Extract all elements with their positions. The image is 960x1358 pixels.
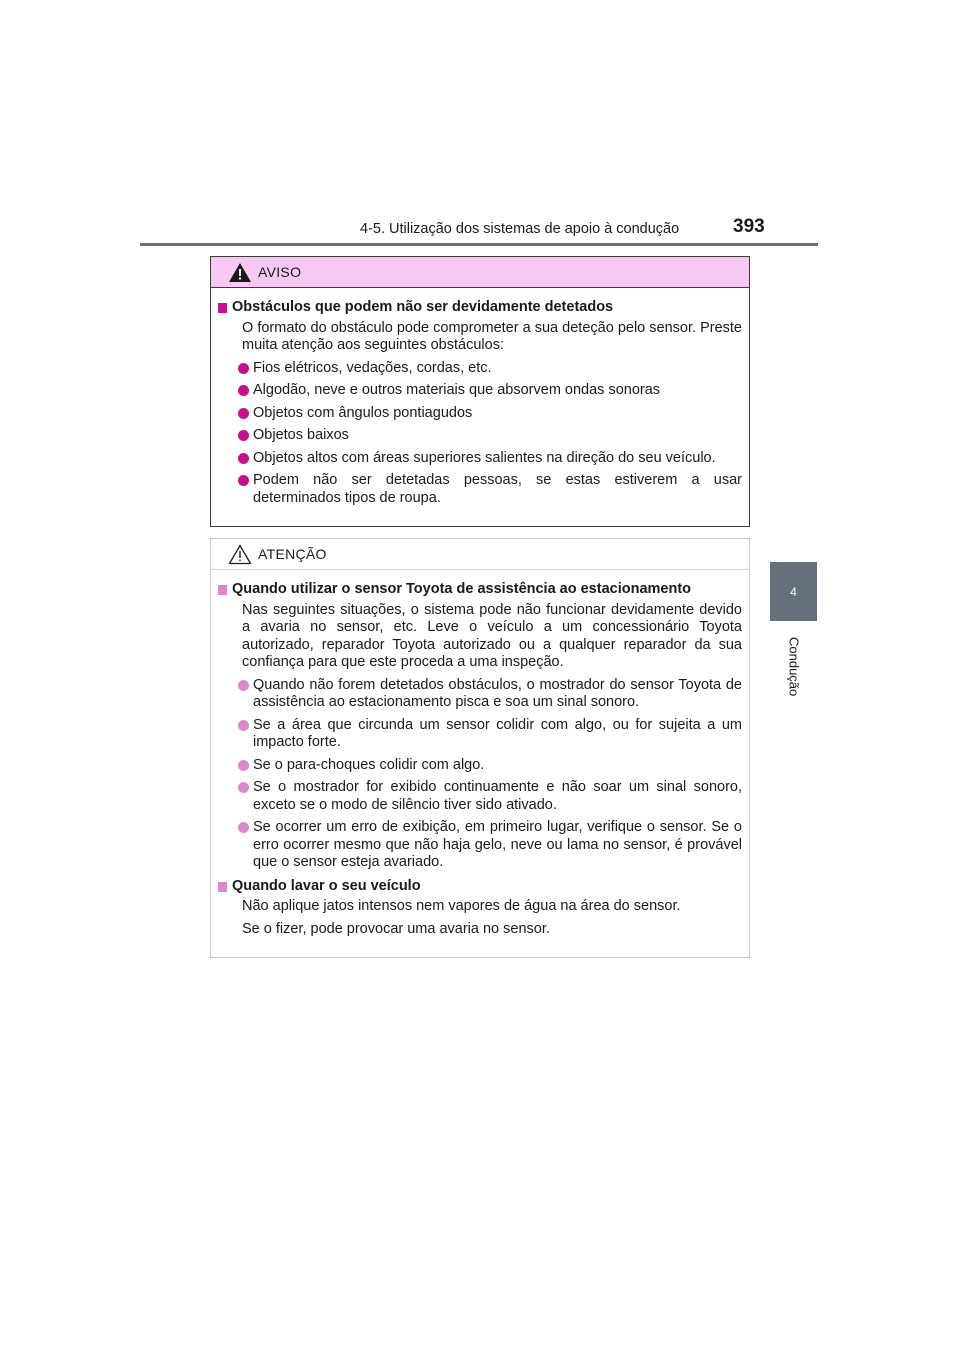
warning-header [211,257,749,288]
header-divider [140,243,818,246]
list-item: Se o mostrador for exibido continuamente e não soar um sinal sonoro, exceto se o modo de silêncio tiver sido ativado. [218,779,742,814]
chapter-number: 4 [790,584,797,599]
chapter-label: Condução [786,637,802,697]
square-bullet-icon [218,303,227,313]
list-item: Quando não forem detetados obstáculos, o mostrador do sensor Toyota de assistência ao estacionamento pisca e soa um sinal sonoro. [218,677,742,712]
caution-section-title-text: Quando utilizar o sensor Toyota de assistência ao estacionamento [232,581,692,597]
circle-bullet-icon [238,782,249,793]
list-item: Se a área que circunda um sensor colidir com algo, ou for sujeita a um impacto forte. [218,717,742,752]
caution-box [210,538,750,958]
square-bullet-icon [218,585,227,595]
caution-section2-title-text: Quando lavar o seu veículo [232,877,421,894]
circle-bullet-icon [238,453,249,464]
list-item: Podem não ser detetadas pessoas, se estas estiverem a usar determinados tipos de roupa. [218,472,742,507]
caution-section2-title [218,878,742,896]
warning-section-title [218,299,742,317]
circle-bullet-icon [238,385,249,396]
caution-body [211,570,749,938]
list-item: Objetos altos com áreas superiores salientes na direção do seu veículo. [218,450,742,468]
circle-bullet-icon [238,720,249,731]
page-number: 393 [733,216,765,237]
list-item: Fios elétricos, vedações, cordas, etc. [218,360,742,378]
list-item: Objetos baixos [218,427,742,445]
chapter-tab[interactable] [770,562,817,621]
warning-intro: O formato do obstáculo pode comprometer a sua deteção pelo sensor. Preste muita atenção aos seguintes obstáculos: [242,319,742,353]
caution-triangle-icon [228,544,252,565]
caution-heading: ATENÇÃO [258,546,327,562]
caution-section2-line: Se o fizer, pode provocar uma avaria no sensor. [242,920,550,937]
caution-intro: Nas seguintes situações, o sistema pode não funcionar devidamente devido a avaria no sensor, etc. Leve o veículo a um concessionário Toyota autorizado, reparador Toyota autorizado ou a qualquer reparador da sua confiança para que este proceda a uma inspeção. [242,601,742,670]
square-bullet-icon [218,882,227,892]
circle-bullet-icon [238,822,249,833]
warning-section-title-text: Obstáculos que podem não ser devidamente detetados [232,299,614,315]
warning-triangle-icon [228,262,252,283]
circle-bullet-icon [238,430,249,441]
circle-bullet-icon [238,363,249,374]
circle-bullet-icon [238,475,249,486]
list-item: Objetos com ângulos pontiagudos [218,405,742,423]
warning-body [211,288,749,507]
caution-section2-line: Não aplique jatos intensos nem vapores de água na área do sensor. [242,898,681,914]
warning-heading: AVISO [258,264,302,280]
caution-header [211,539,749,570]
list-item: Se ocorrer um erro de exibição, em primeiro lugar, verifique o sensor. Se o erro ocorrer mesmo que não haja gelo, neve ou lama no sensor, é provável que o sensor esteja avariado. [218,819,742,872]
page-section-title: 4-5. Utilização dos sistemas de apoio à condução [360,221,680,237]
list-item: Algodão, neve e outros materiais que absorvem ondas sonoras [218,382,742,400]
caution-section-title [218,581,742,599]
warning-box [210,256,750,527]
circle-bullet-icon [238,408,249,419]
list-item: Se o para-choques colidir com algo. [218,757,742,775]
circle-bullet-icon [238,680,249,691]
circle-bullet-icon [238,760,249,771]
